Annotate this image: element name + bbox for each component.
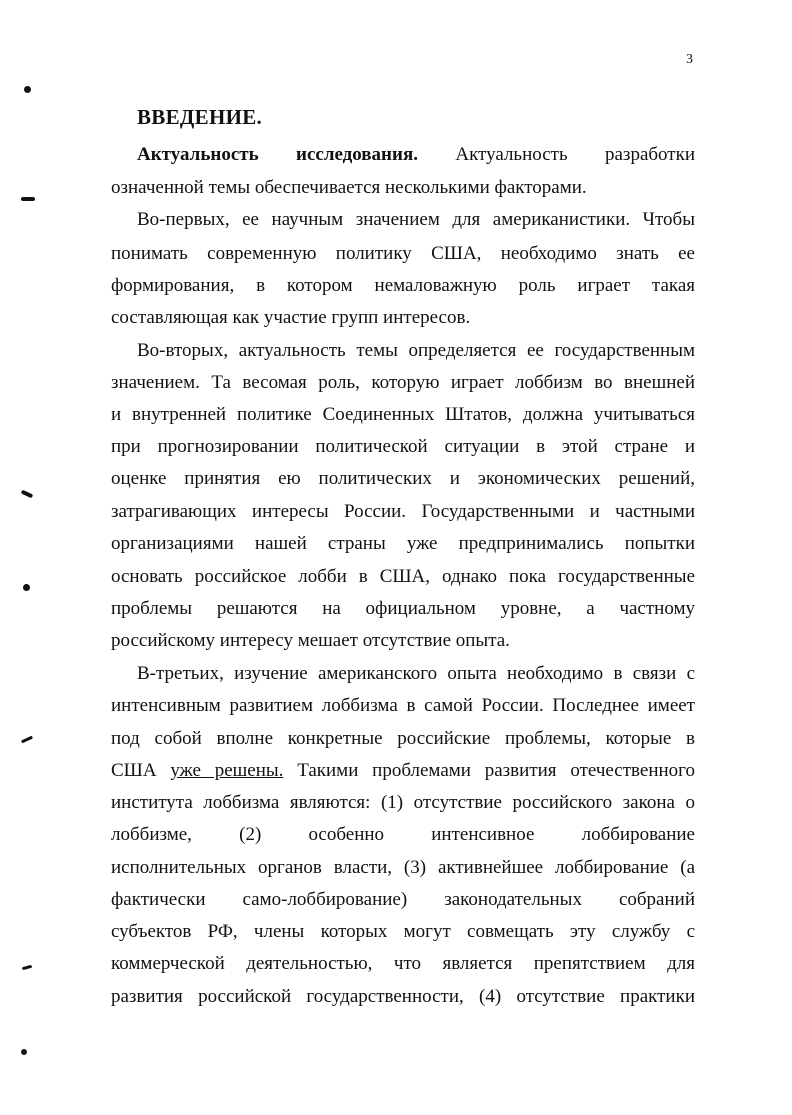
- text-line: Во-первых, ее научным значением для американистики. Чтобы: [137, 209, 695, 230]
- scan-mark: [21, 1049, 27, 1055]
- text-line: российскому интересу мешает отсутствие опыта.: [111, 630, 510, 651]
- word-2: разработки: [605, 144, 695, 165]
- text-line: означенной темы обеспечивается несколькими факторами.: [111, 177, 587, 198]
- scan-mark: [23, 584, 30, 591]
- page-number: 3: [686, 52, 693, 67]
- underlined-phrase: уже решены.: [170, 760, 284, 781]
- text-line: развития российской государственности, (4) отсутствие практики: [111, 986, 695, 1007]
- text-segment: Такими проблемами развития отечественного: [283, 760, 695, 781]
- scan-mark: [21, 736, 33, 744]
- scan-mark: [24, 86, 31, 93]
- bold-phrase-2: исследования.: [296, 144, 418, 165]
- text-line: основать российское лобби в США, однако пока государственные: [111, 566, 695, 587]
- text-line: и внутренней политике Соединенных Штатов, должна учитываться: [111, 404, 695, 425]
- text-line: оценке принятия ею политических и экономических решений,: [111, 468, 695, 489]
- text-line: [137, 141, 695, 169]
- text-line: фактически само-лоббирование) законодательных собраний: [111, 889, 695, 910]
- word-1: Актуальность: [455, 144, 568, 165]
- text-line: Во-вторых, актуальность темы определяется ее государственным: [137, 340, 695, 361]
- text-line: субъектов РФ, члены которых могут совмещать эту службу с: [111, 921, 695, 942]
- text-line: понимать современную политику США, необходимо знать ее: [111, 243, 695, 264]
- text-line: В-третьих, изучение американского опыта необходимо в связи с: [137, 663, 695, 684]
- text-line: под собой вполне конкретные российские проблемы, которые в: [111, 728, 695, 749]
- scan-mark: [21, 197, 35, 201]
- text-line: коммерческой деятельностью, что является препятствием для: [111, 953, 695, 974]
- bold-phrase-1: Актуальность: [137, 144, 259, 165]
- text-line: организациями нашей страны уже предпринимались попытки: [111, 533, 695, 554]
- section-title: ВВЕДЕНИЕ.: [137, 105, 263, 129]
- text-line: [111, 757, 695, 785]
- text-line: затрагивающих интересы России. Государственными и частными: [111, 501, 695, 522]
- text-line: формирования, в котором немаловажную роль играет такая: [111, 275, 695, 296]
- text-line: интенсивным развитием лоббизма в самой России. Последнее имеет: [111, 695, 695, 716]
- text-line: исполнительных органов власти, (3) активнейшее лоббирование (а: [111, 857, 695, 878]
- text-line: проблемы решаются на официальном уровне, а частному: [111, 598, 695, 619]
- text-line: лоббизме, (2) особенно интенсивное лоббирование: [111, 824, 695, 845]
- scan-mark: [21, 490, 34, 499]
- scan-mark: [22, 965, 32, 970]
- text-line: составляющая как участие групп интересов.: [111, 307, 471, 328]
- text-segment: США: [111, 760, 171, 781]
- text-line: при прогнозировании политической ситуации в этой стране и: [111, 436, 695, 457]
- text-line: значением. Та весомая роль, которую играет лоббизм во внешней: [111, 372, 695, 393]
- text-line: института лоббизма являются: (1) отсутствие российского закона о: [111, 792, 695, 813]
